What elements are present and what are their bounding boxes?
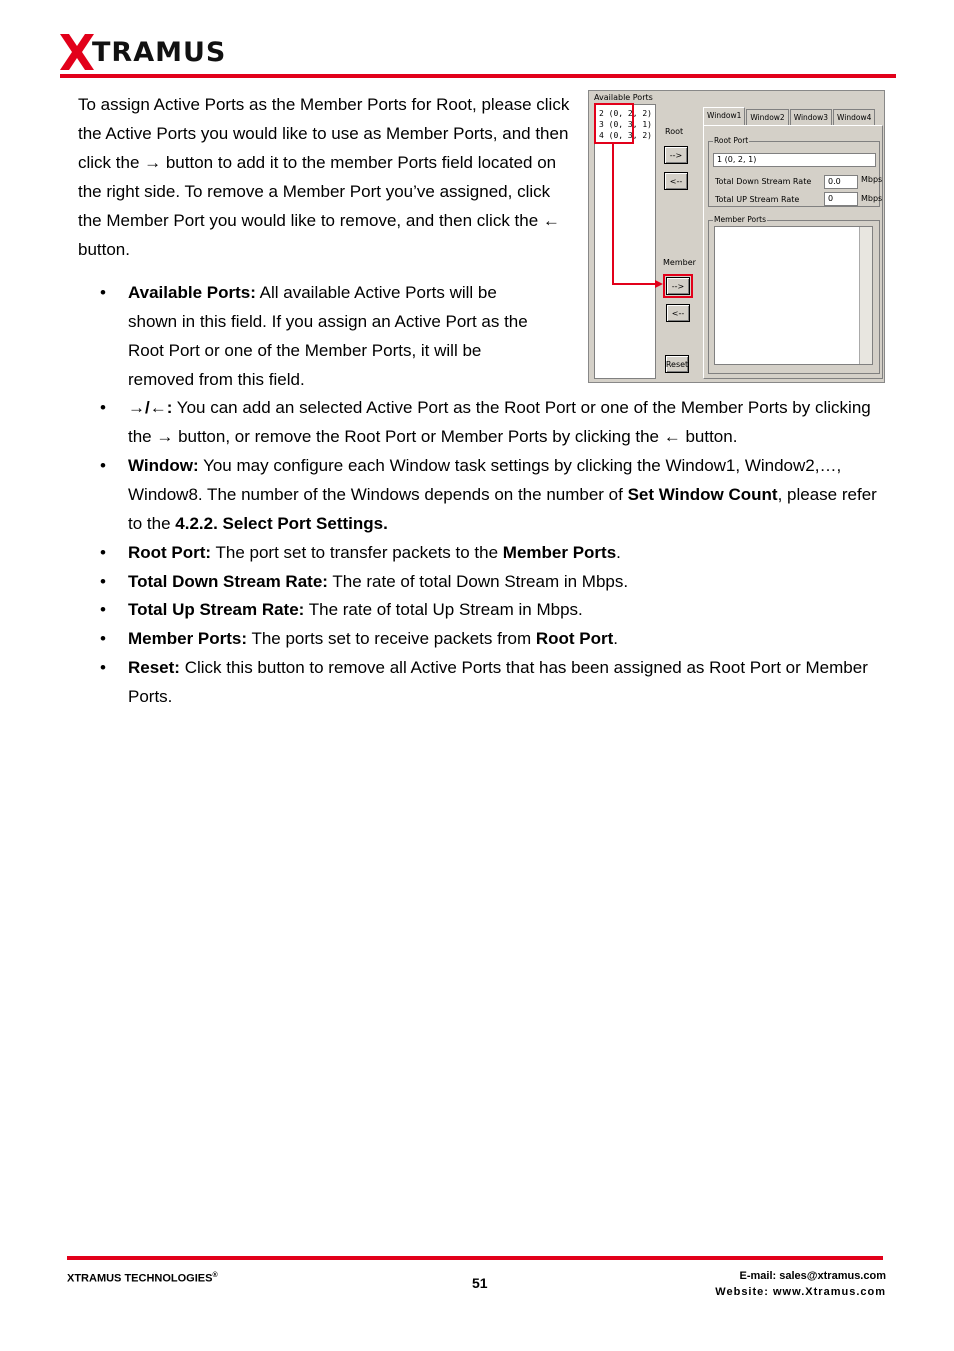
- tab-window3[interactable]: Window3: [790, 109, 832, 126]
- footer-company: XTRAMUS TECHNOLOGIES®: [67, 1272, 218, 1285]
- member-ports-group: [708, 215, 880, 374]
- member-ports-list[interactable]: [714, 226, 873, 365]
- bullet-window: • Window: You may configure each Window task settings by clicking the Window1, Window2,…, Window8. The number of the Windows depends on the number of Set Window Count, please refer to the 4.2.2. Select Port Settings.: [100, 456, 877, 533]
- reset-button[interactable]: Reset: [665, 355, 689, 373]
- window-tabs: [703, 109, 876, 125]
- bullet-available-ports: • Available Ports: All available Active Ports will be shown in this field. If you assign an Active Port as the Root Port or one of the Member Ports, it will be removed from this field.: [100, 283, 528, 389]
- member-add-button[interactable]: -->: [666, 277, 690, 295]
- down-rate-label: Total Down Stream Rate: [715, 177, 812, 186]
- root-port-group: [708, 136, 883, 207]
- footer-rule: [67, 1256, 883, 1260]
- window-settings-screenshot: [588, 90, 885, 383]
- member-label: Member: [663, 258, 696, 267]
- bullet-reset: • Reset: Click this button to remove all Active Ports that has been assigned as Root Port or Member Ports.: [100, 658, 868, 706]
- xtramus-logo: [60, 30, 226, 70]
- bullet-root-port: • Root Port: The port set to transfer packets to the Member Ports.: [100, 543, 621, 562]
- bullet-arrows: • →/←: You can add an selected Active Port as the Root Port or one of the Member Ports by clicking the → button, or remove the Root Port or Member Ports by clicking the ← button.: [100, 398, 871, 446]
- tab-window1[interactable]: Window1: [703, 107, 745, 126]
- member-remove-button[interactable]: <--: [666, 304, 690, 322]
- available-port-item[interactable]: 3 (0, 3, 1): [599, 120, 652, 129]
- footer-email: E-mail: sales@xtramus.com: [739, 1270, 886, 1282]
- footer-website: Website: www.Xtramus.com: [715, 1286, 886, 1298]
- member-ports-group-title: Member Ports: [714, 215, 767, 224]
- up-rate-unit: Mbps: [861, 194, 883, 203]
- available-ports-label: Available Ports: [594, 93, 653, 102]
- root-port-field[interactable]: 1 (0, 2, 1): [713, 153, 876, 167]
- down-rate-unit: Mbps: [861, 175, 883, 184]
- bullet-up-rate: • Total Up Stream Rate: The rate of total Up Stream in Mbps.: [100, 600, 583, 619]
- available-port-item[interactable]: 2 (0, 2, 2): [599, 109, 652, 118]
- root-label: Root: [665, 127, 684, 136]
- bullet-down-rate: • Total Down Stream Rate: The rate of total Down Stream in Mbps.: [100, 572, 629, 591]
- logo-x-mark: [60, 34, 94, 70]
- logo-text: TRAMUS: [92, 37, 227, 68]
- page-number: 51: [472, 1275, 488, 1291]
- available-port-item[interactable]: 4 (0, 3, 2): [599, 131, 652, 140]
- root-add-button[interactable]: -->: [664, 146, 688, 164]
- bullet-member-ports: • Member Ports: The ports set to receive packets from Root Port.: [100, 629, 619, 648]
- up-rate-input[interactable]: 0: [824, 192, 858, 206]
- tab-window4[interactable]: Window4: [833, 109, 875, 126]
- up-rate-label: Total UP Stream Rate: [715, 195, 800, 204]
- down-rate-input[interactable]: 0.0: [824, 175, 858, 189]
- footer-contact: [715, 1268, 886, 1300]
- tab-window2[interactable]: Window2: [746, 109, 788, 126]
- intro-paragraph: To assign Active Ports as the Member Ports for Root, please click the Active Ports you would like to use as Member Ports, and then click the → button to add it to the member Ports field located on the right side. To remove a Member Port you’ve assigned, click the Member Port you would like to remove, and then click the ← button.: [78, 95, 570, 259]
- member-ports-scrollbar[interactable]: [859, 227, 872, 364]
- root-port-group-title: Root Port: [714, 136, 749, 145]
- tab-panel: [703, 125, 883, 379]
- root-remove-button[interactable]: <--: [664, 172, 688, 190]
- header-rule: [60, 74, 896, 78]
